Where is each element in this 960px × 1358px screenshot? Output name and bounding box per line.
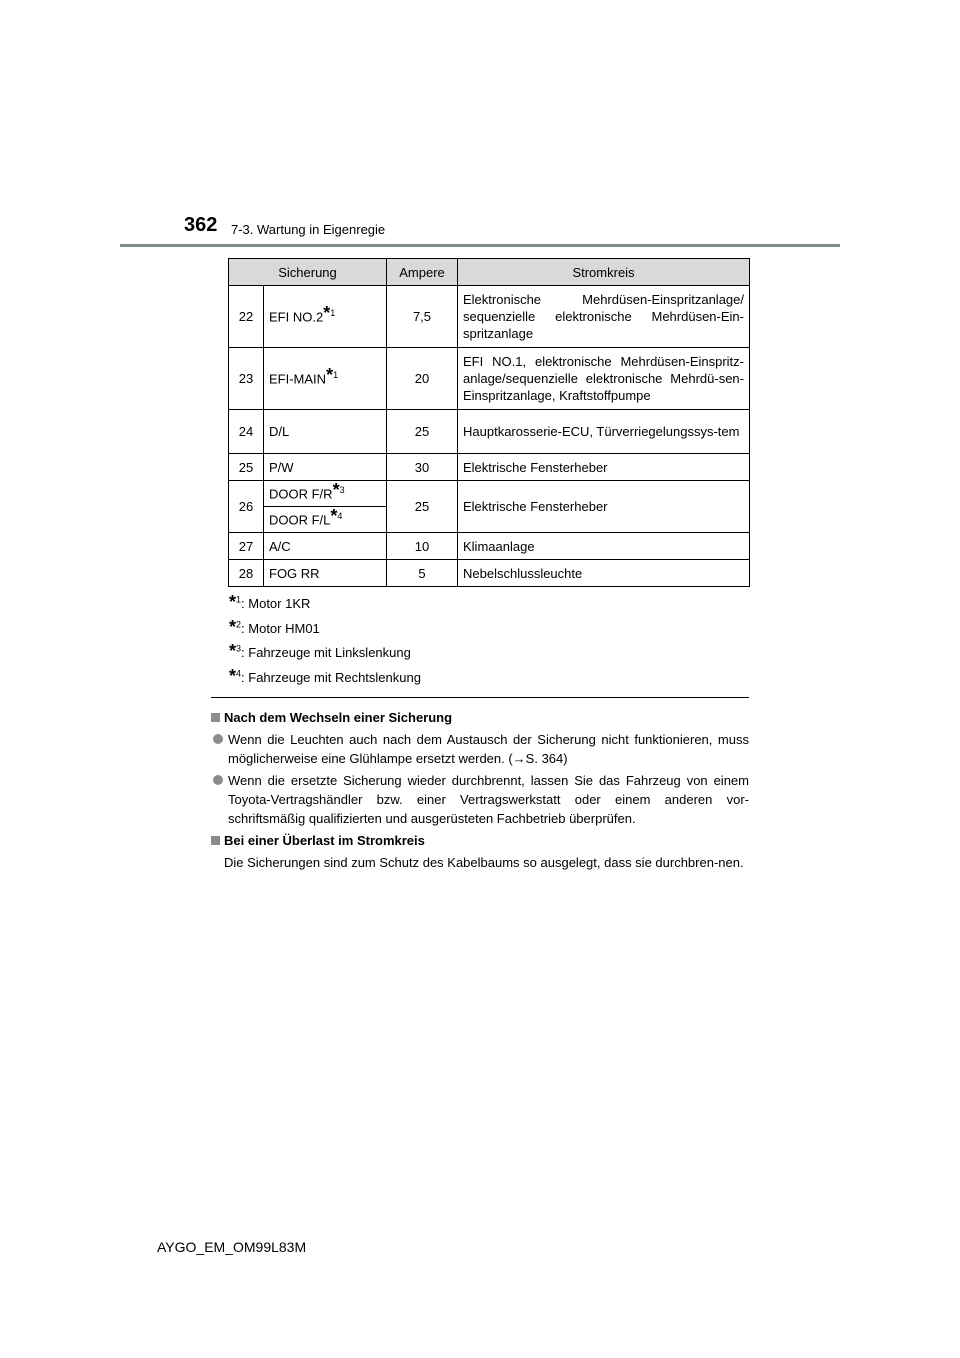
page-number: 362 (184, 214, 218, 236)
table-row (229, 481, 750, 507)
fuse-number: 22 (229, 286, 264, 348)
table-row (229, 410, 750, 454)
note-heading: Bei einer Überlast im Stromkreis (211, 831, 749, 850)
fuse-name: A/C (264, 533, 387, 560)
fuse-ampere: 5 (387, 560, 458, 587)
fuse-ampere: 25 (387, 410, 458, 454)
fuse-name: DOOR F/L*$^4$ (264, 507, 387, 533)
fuse-number: 23 (229, 348, 264, 410)
fuse-number: 26 (229, 481, 264, 533)
note-heading: Nach dem Wechseln einer Sicherung (211, 708, 749, 727)
table-row (229, 533, 750, 560)
fuse-name: FOG RR (264, 560, 387, 587)
fuse-circuit: Elektrische Fensterheber (458, 481, 750, 533)
footnotes (229, 592, 421, 690)
fuse-ampere: 10 (387, 533, 458, 560)
column-header-circuit: Stromkreis (458, 259, 750, 286)
fuse-number: 28 (229, 560, 264, 587)
fuse-circuit: EFI NO.1, elektronische Mehrdüsen-Einspritz-anlage/sequenzielle elektronische Mehrdü-sen-Einspritzanlage, Kraftstoffpumpe (458, 348, 750, 410)
bullet-item: Wenn die Leuchten auch nach dem Austausch der Sicherung nicht funktionieren, muss möglicherweise eine Glühlampe ersetzt werden. (→S. 364) (211, 730, 749, 768)
table-row (229, 286, 750, 348)
fuse-table (228, 258, 750, 587)
fuse-number: 24 (229, 410, 264, 454)
square-bullet-icon (211, 713, 220, 722)
fuse-circuit: Nebelschlussleuchte (458, 560, 750, 587)
fuse-circuit: Klimaanlage (458, 533, 750, 560)
separator-rule (211, 697, 749, 698)
notes-section (211, 708, 749, 872)
column-header-fuse: Sicherung (229, 259, 387, 286)
fuse-ampere: 30 (387, 454, 458, 481)
fuse-name: D/L (264, 410, 387, 454)
fuse-circuit: Hauptkarosserie-ECU, Türverriegelungssys-tem (458, 410, 750, 454)
circle-bullet-icon (213, 775, 223, 785)
footnote: *$^3$: Fahrzeuge mit Linkslenkung (229, 641, 411, 661)
note-body: Die Sicherungen sind zum Schutz des Kabelbaums so ausgelegt, dass sie durchbren-nen. (224, 855, 744, 870)
footnote: *$^1$: Motor 1KR (229, 592, 311, 612)
fuse-name: EFI-MAIN*$^1$ (264, 348, 387, 410)
fuse-circuit: Elektrische Fensterheber (458, 454, 750, 481)
circle-bullet-icon (213, 734, 223, 744)
footnote: *$^4$: Fahrzeuge mit Rechtslenkung (229, 665, 421, 686)
table-header-row (229, 259, 750, 286)
bullet-item: Wenn die ersetzte Sicherung wieder durchbrennt, lassen Sie das Fahrzeug von einem Toyota-Vertragshändler bzw. einer Vertragswerkstatt oder einem anderen vor-schriftsmäßig qualifizierten und ausgerüsteten Fachbetrieb überprüfen. (211, 771, 749, 828)
square-bullet-icon (211, 836, 220, 845)
document-code: AYGO_EM_OM99L83M (157, 1239, 307, 1255)
footnote: *$^2$: Motor HM01 (229, 616, 320, 637)
section-title: 7-3. Wartung in Eigenregie (231, 222, 386, 237)
header-rule (120, 244, 840, 247)
fuse-name: EFI NO.2*$^1$ (264, 286, 387, 348)
fuse-number: 27 (229, 533, 264, 560)
table-row (229, 348, 750, 410)
fuse-name: P/W (264, 454, 387, 481)
fuse-ampere: 7,5 (387, 286, 458, 348)
fuse-ampere: 25 (387, 481, 458, 533)
column-header-ampere: Ampere (387, 259, 458, 286)
fuse-ampere: 20 (387, 348, 458, 410)
table-row (229, 454, 750, 481)
fuse-name: DOOR F/R*$^3$ (264, 481, 387, 507)
fuse-circuit: Elektronische Mehrdüsen-Einspritzanlage/ sequenzielle elektronische Mehrdüsen-Ein-spritzanlage (458, 286, 750, 348)
fuse-number: 25 (229, 454, 264, 481)
table-row (229, 560, 750, 587)
